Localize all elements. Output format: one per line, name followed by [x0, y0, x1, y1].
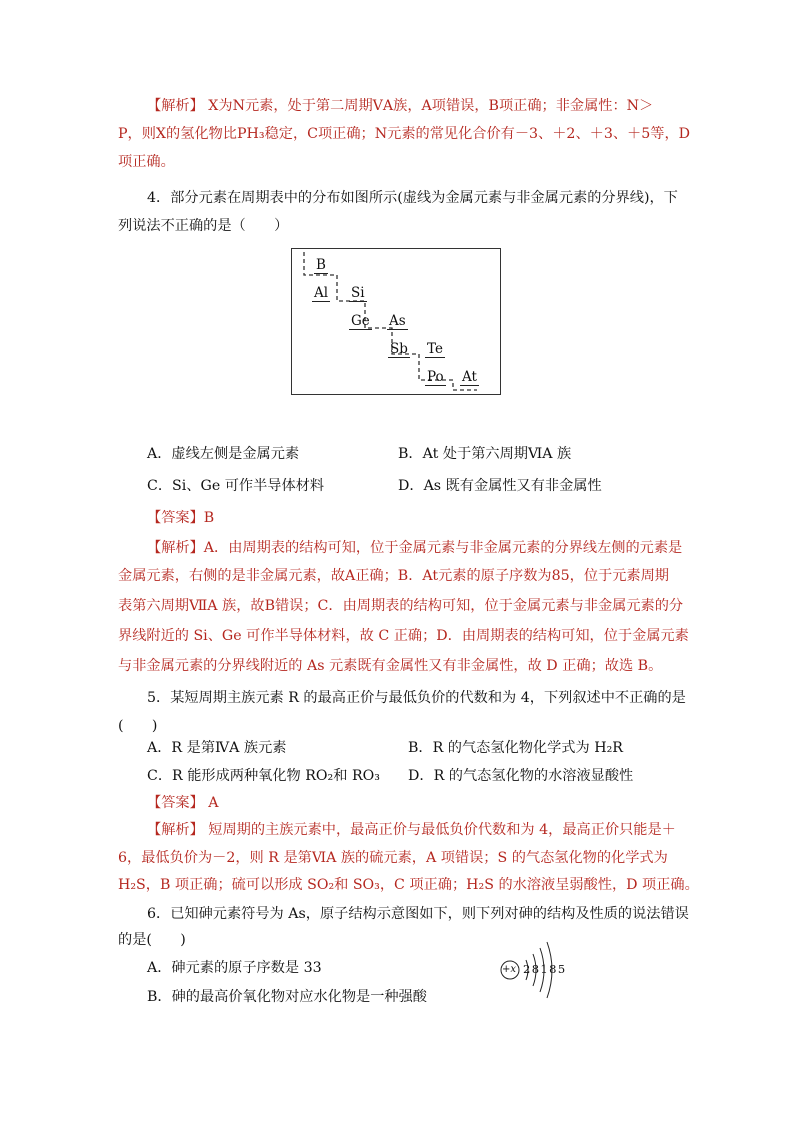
element-si: Si — [351, 285, 365, 301]
element-al: Al — [314, 285, 329, 301]
q3-analysis-line3: 项正确。 — [118, 154, 175, 170]
q4-stem-line1: 4．部分元素在周期表中的分布如图所示(虚线为金属元素与非金属元素的分界线)，下 — [147, 190, 678, 206]
q5-analysis-line1: 【解析】 短周期的主族元素中，最高正价与最低负价代数和为 4，最高正价只能是＋ — [147, 822, 676, 838]
q5-option-d: D．R 的气态氢化物的水溶液显酸性 — [408, 768, 634, 784]
element-sb: Sb — [390, 341, 408, 357]
q5-stem-line1: 5．某短周期主族元素 R 的最高正价与最低负价的代数和为 4，下列叙述中不正确的是 — [147, 690, 686, 706]
element-as: As — [389, 313, 406, 329]
arsenic-atom-structure-diagram — [496, 930, 576, 1010]
q4-analysis-line2: 金属元素，右侧的是非金属元素，故A正确；B．At元素的原子序数为85，位于元素周期 — [118, 568, 669, 584]
periodic-table-figure — [291, 248, 501, 395]
element-at: At — [462, 369, 477, 385]
q5-option-b: B．R 的气态氢化物化学式为 H₂R — [408, 740, 623, 756]
q6-option-b: B．砷的最高价氧化物对应水化物是一种强酸 — [147, 989, 427, 1005]
q3-analysis-line2: P，则X的氢化物比PH₃稳定，C项正确；N元素的常见化合价有－3、＋2、＋3、＋5等，D — [118, 126, 691, 142]
q6-stem-line1: 6．已知砷元素符号为 As，原子结构示意图如下，则下列对砷的结构及性质的说法错误 — [147, 906, 689, 922]
q6-stem-line2: 的是( ) — [118, 932, 186, 948]
nucleus-label: +x — [502, 964, 517, 975]
shell-electrons: 28185 — [523, 962, 567, 976]
q4-analysis-line3: 表第六周期ⅦA 族，故B错误；C．由周期表的结构可知，位于金属元素与非金属元素的分 — [118, 598, 684, 614]
q4-analysis-line4: 界线附近的 Si、Ge 可作半导体材料，故 C 正确；D．由周期表的结构可知，位于金属元素 — [118, 628, 689, 644]
analysis-tag: 【解析】 — [147, 98, 204, 114]
q5-option-a: A．R 是第ⅣA 族元素 — [147, 740, 287, 756]
q4-stem-line2: 列说法不正确的是（ ） — [118, 218, 289, 234]
q4-analysis-line1: 【解析】A．由周期表的结构可知，位于金属元素与非金属元素的分界线左侧的元素是 — [147, 540, 683, 556]
element-ge: Ge — [351, 313, 370, 329]
q5-analysis-line2: 6，最低负价为－2，则 R 是第ⅥA 族的硫元素，A 项错误；S 的气态氢化物的化学式为 — [118, 850, 668, 866]
q5-answer: 【答案】 A — [147, 795, 219, 811]
q5-stem-line2: ( ) — [118, 718, 158, 734]
q5-option-c: C．R 能形成两种氧化物 RO₂和 RO₃ — [147, 768, 380, 784]
q3-analysis-line1: 【解析】 X为N元素，处于第二周期ⅤA族，A项错误，B项正确；非金属性：N＞ — [147, 98, 654, 114]
q4-analysis-line5: 与非金属元素的分界线附近的 As 元素既有金属性又有非金属性，故 D 正确；故选 B。 — [118, 658, 663, 674]
q4-option-d: D．As 既有金属性又有非金属性 — [398, 478, 602, 494]
q4-option-a: A．虚线左侧是金属元素 — [147, 446, 300, 462]
q4-answer: 【答案】B — [147, 510, 215, 526]
q6-option-a: A．砷元素的原子序数是 33 — [147, 960, 322, 976]
q5-analysis-line3: H₂S，B 项正确；硫可以形成 SO₂和 SO₃，C 项正确；H₂S 的水溶液呈弱酸性，D 项正确。 — [118, 877, 699, 893]
element-te: Te — [427, 341, 443, 357]
element-po: Po — [427, 369, 444, 385]
q4-option-b: B．At 处于第六周期ⅥA 族 — [398, 446, 572, 462]
element-b: B — [316, 257, 326, 273]
q4-option-c: C．Si、Ge 可作半导体材料 — [147, 478, 325, 494]
